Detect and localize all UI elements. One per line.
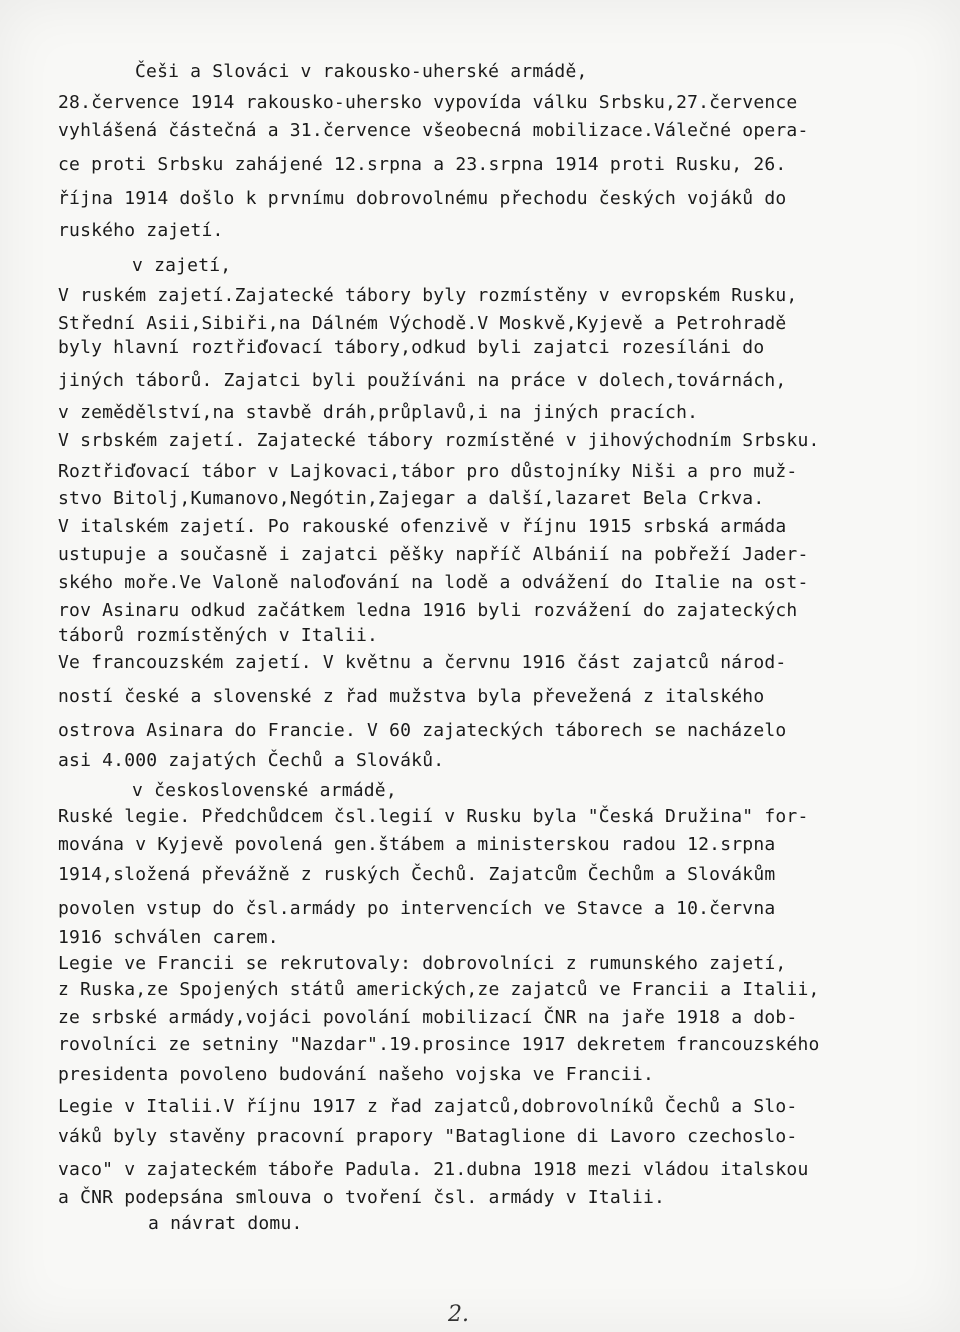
text-line: Ruské legie. Předchůdcem čsl.legií v Rusku byla "Česká Družina" for- [58, 806, 809, 827]
text-line: ruského zajetí. [58, 220, 224, 241]
text-line: presidenta povoleno budování našeho vojska ve Francii. [58, 1064, 654, 1085]
text-line: mována v Kyjevě povolená gen.štábem a ministerskou radou 12.srpna [58, 834, 776, 855]
text-line: ce proti Srbsku zahájené 12.srpna a 23.srpna 1914 proti Rusku, 26. [58, 154, 787, 175]
text-line: rov Asinaru odkud začátkem ledna 1916 byli rozvážení do zajateckých [58, 600, 798, 621]
text-line: rovolníci ze setniny "Nazdar".19.prosince 1917 dekretem francouzského [58, 1034, 820, 1055]
text-line: v zajetí, [132, 255, 232, 276]
text-line: 1914,složená převážně z ruských Čechů. Zajatcům Čechům a Slovákům [58, 864, 776, 885]
text-line: Legie v Italii.V říjnu 1917 z řad zajatců,dobrovolníků Čechů a Slo- [58, 1096, 798, 1117]
text-line: jiných táborů. Zajatci byli používáni na práce v dolech,továrnách, [58, 370, 787, 391]
text-line: V ruském zajetí.Zajatecké tábory byly rozmístěny v evropském Rusku, [58, 285, 798, 306]
text-line: váků byly stavěny pracovní prapory "Bataglione di Lavoro czechoslo- [58, 1126, 798, 1147]
text-line: Roztřiďovací tábor v Lajkovaci,tábor pro důstojníky Niši a pro muž- [58, 461, 798, 482]
text-line: v československé armádě, [132, 780, 397, 801]
text-line: 28.července 1914 rakousko-uhersko vypovída válku Srbsku,27.července [58, 92, 798, 113]
text-line: V italském zajetí. Po rakouské ofenzivě v říjnu 1915 srbská armáda [58, 516, 787, 537]
text-line: asi 4.000 zajatých Čechů a Slováků. [58, 750, 445, 771]
text-line: Ve francouzském zajetí. V květnu a červnu 1916 část zajatců národ- [58, 652, 787, 673]
text-line: Střední Asii,Sibiři,na Dálném Východě.V Moskvě,Kyjevě a Petrohradě [58, 313, 787, 334]
text-line: a ČNR podepsána smlouva o tvoření čsl. armády v Italii. [58, 1187, 666, 1208]
text-line: a návrat domu. [148, 1213, 303, 1234]
text-line: táborů rozmístěných v Italii. [58, 625, 379, 646]
text-line: října 1914 došlo k prvnímu dobrovolnému přechodu českých vojáků do [58, 188, 787, 209]
text-line: povolen vstup do čsl.armády po intervencích ve Stavce a 10.června [58, 898, 776, 919]
text-line: V srbském zajetí. Zajatecké tábory rozmístěné v jihovýchodním Srbsku. [58, 430, 820, 451]
text-line: byly hlavní roztřiďovací tábory,odkud byli zajatci rozesíláni do [58, 337, 765, 358]
text-line: ostrova Asinara do Francie. V 60 zajateckých táborech se nacházelo [58, 720, 787, 741]
page-number: 2. [448, 1302, 469, 1327]
text-line: Češi a Slováci v rakousko-uherské armádě, [135, 61, 588, 82]
text-line: Legie ve Francii se rekrutovaly: dobrovolníci z rumunského zajetí, [58, 953, 787, 974]
text-line: ustupuje a současně i zajatci pěšky napříč Albánií na pobřeží Jader- [58, 544, 809, 565]
text-line: v zemědělství,na stavbě dráh,průplavů,i na jiných pracích. [58, 402, 699, 423]
text-line: ského moře.Ve Valoně naloďování na lodě a odvážení do Italie na ost- [58, 572, 809, 593]
text-line: z Ruska,ze Spojených států amerických,ze zajatců ve Francii a Italii, [58, 979, 820, 1000]
text-line: ze srbské armády,vojáci povolání mobilizací ČNR na jaře 1918 a dob- [58, 1007, 798, 1028]
text-line: ností české a slovenské z řad mužstva byla převežená z italského [58, 686, 765, 707]
text-line: vaco" v zajateckém táboře Padula. 21.dubna 1918 mezi vládou italskou [58, 1159, 809, 1180]
text-line: vyhlášená částečná a 31.července všeobecná mobilizace.Válečné opera- [58, 120, 809, 141]
text-line: 1916 schválen carem. [58, 927, 279, 948]
text-line: stvo Bitolj,Kumanovo,Negótin,Zajegar a další,lazaret Bela Crkva. [58, 488, 765, 509]
